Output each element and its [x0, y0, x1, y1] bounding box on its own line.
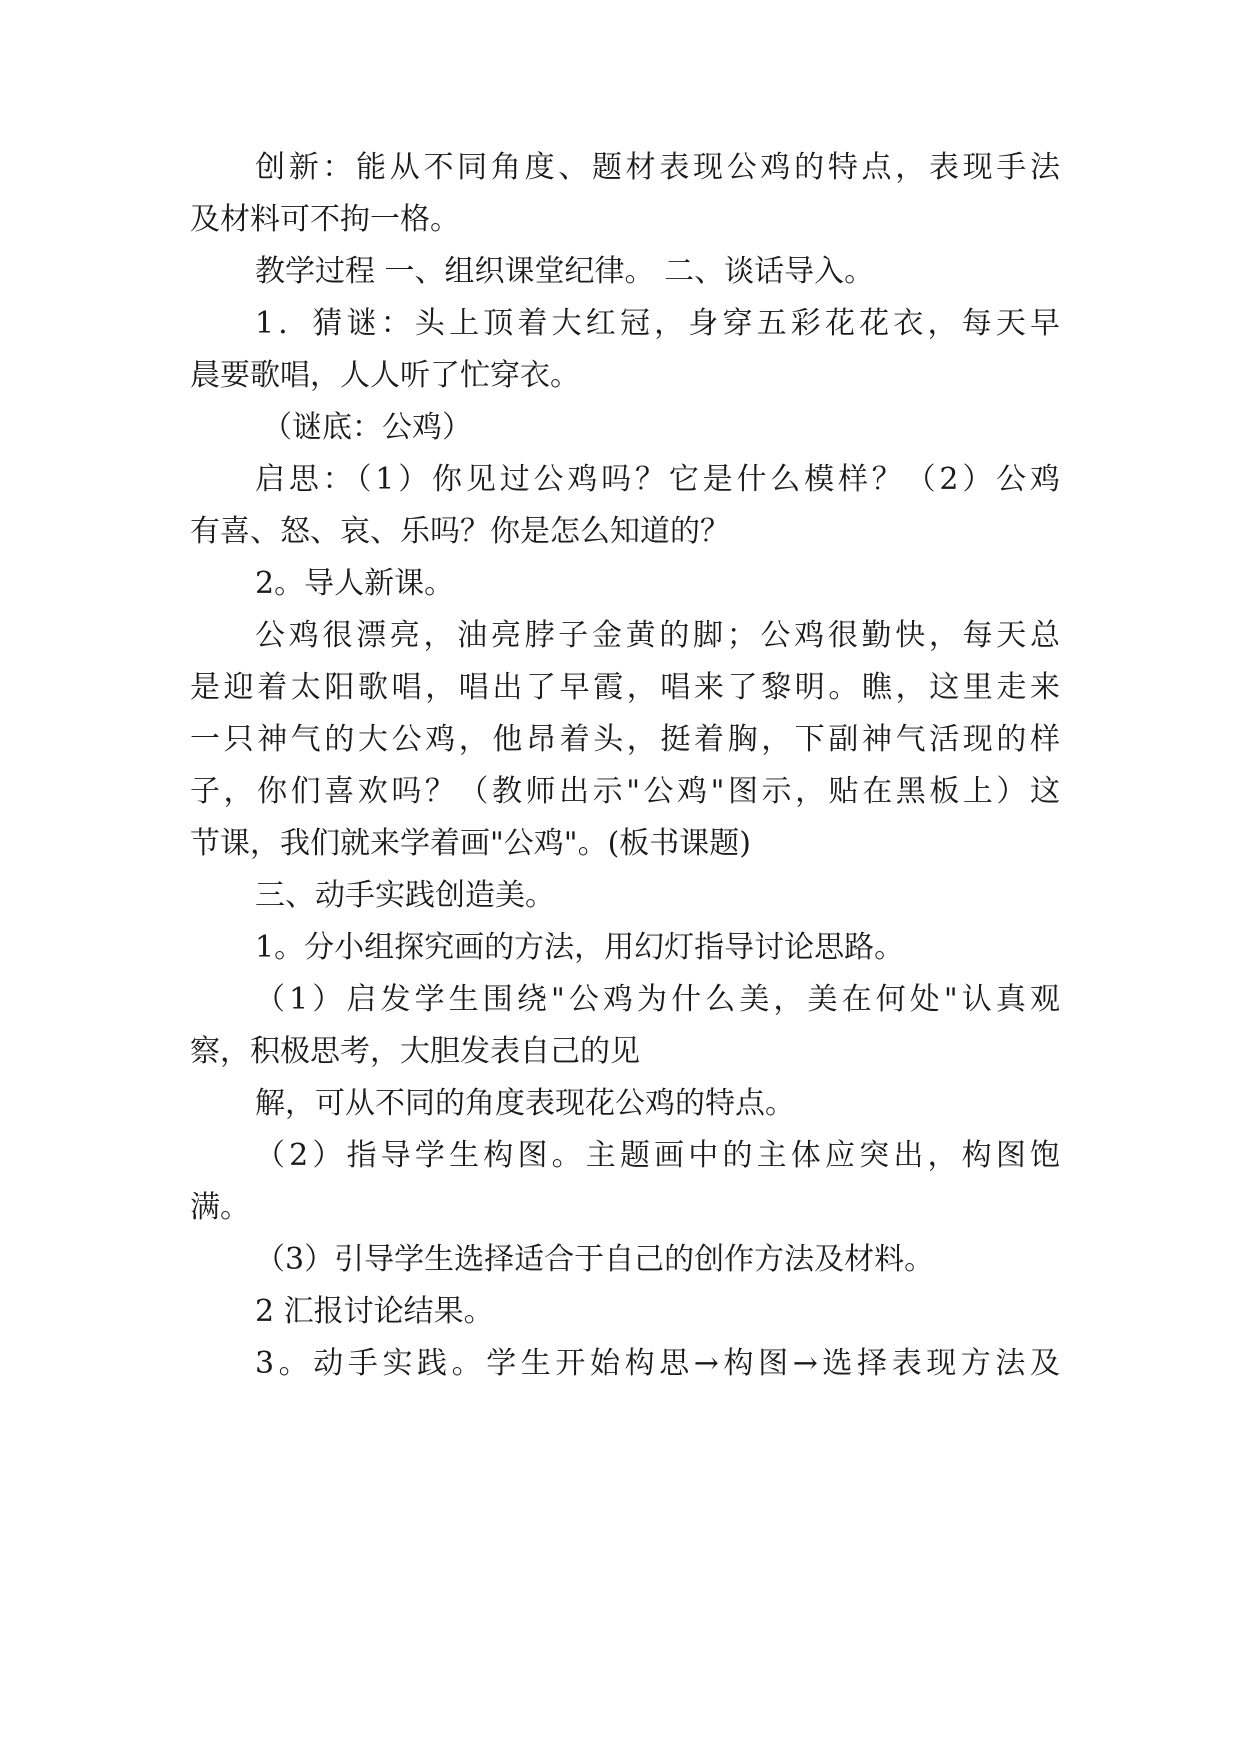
paragraph-line: 创新：能从不同角度、题材表现公鸡的特点，表现手法 — [255, 150, 1060, 185]
paragraph-line: 3。动手实践。学生开始构思→构图→选择表现方法及 — [255, 1346, 1060, 1381]
paragraph-line: （3）引导学生选择适合于自己的创作方法及材料。 — [255, 1242, 935, 1277]
paragraph-line: 及材料可不拘一格。 — [190, 202, 460, 237]
paragraph-line: 公鸡很漂亮，油亮脖子金黄的脚；公鸡很勤快，每天总 — [255, 618, 1060, 653]
paragraph-line: 2。导人新课。 — [255, 566, 455, 601]
paragraph-line: 有喜、怒、哀、乐吗？你是怎么知道的？ — [190, 514, 730, 549]
paragraph-line: 晨要歌唱，人人听了忙穿衣。 — [190, 358, 580, 393]
paragraph-line: （2）指导学生构图。主题画中的主体应突出，构图饱 — [255, 1138, 1060, 1173]
paragraph-line: 1．猜谜：头上顶着大红冠，身穿五彩花花衣，每天早 — [255, 306, 1060, 341]
paragraph-line: 是迎着太阳歌唱，唱出了早霞，唱来了黎明。瞧，这里走来 — [190, 670, 1060, 705]
paragraph-line: 节课，我们就来学着画"公鸡"。(板书课题) — [190, 826, 752, 861]
paragraph-line: 2 汇报讨论结果。 — [255, 1294, 494, 1329]
paragraph-line: 满。 — [190, 1190, 250, 1225]
paragraph-line: （1）启发学生围绕"公鸡为什么美，美在何处"认真观 — [255, 982, 1060, 1017]
paragraph-line: 启思：（1）你见过公鸡吗？它是什么模样？（2）公鸡 — [255, 462, 1060, 497]
paragraph-line: 子，你们喜欢吗？（教师出示"公鸡"图示，贴在黑板上）这 — [190, 774, 1060, 809]
paragraph-line: 1。分小组探究画的方法，用幻灯指导讨论思路。 — [255, 930, 905, 965]
section-heading: 三、动手实践创造美。 — [255, 878, 555, 913]
paragraph-line: 察，积极思考，大胆发表自己的见 — [190, 1034, 640, 1069]
paragraph-line: 教学过程 一、组织课堂纪律。 二、谈话导入。 — [255, 254, 875, 289]
paragraph-line: 解，可从不同的角度表现花公鸡的特点。 — [255, 1086, 795, 1121]
paragraph-line: （谜底：公鸡） — [262, 410, 472, 445]
paragraph-line: 一只神气的大公鸡，他昂着头，挺着胸，下副神气活现的样 — [190, 722, 1060, 757]
